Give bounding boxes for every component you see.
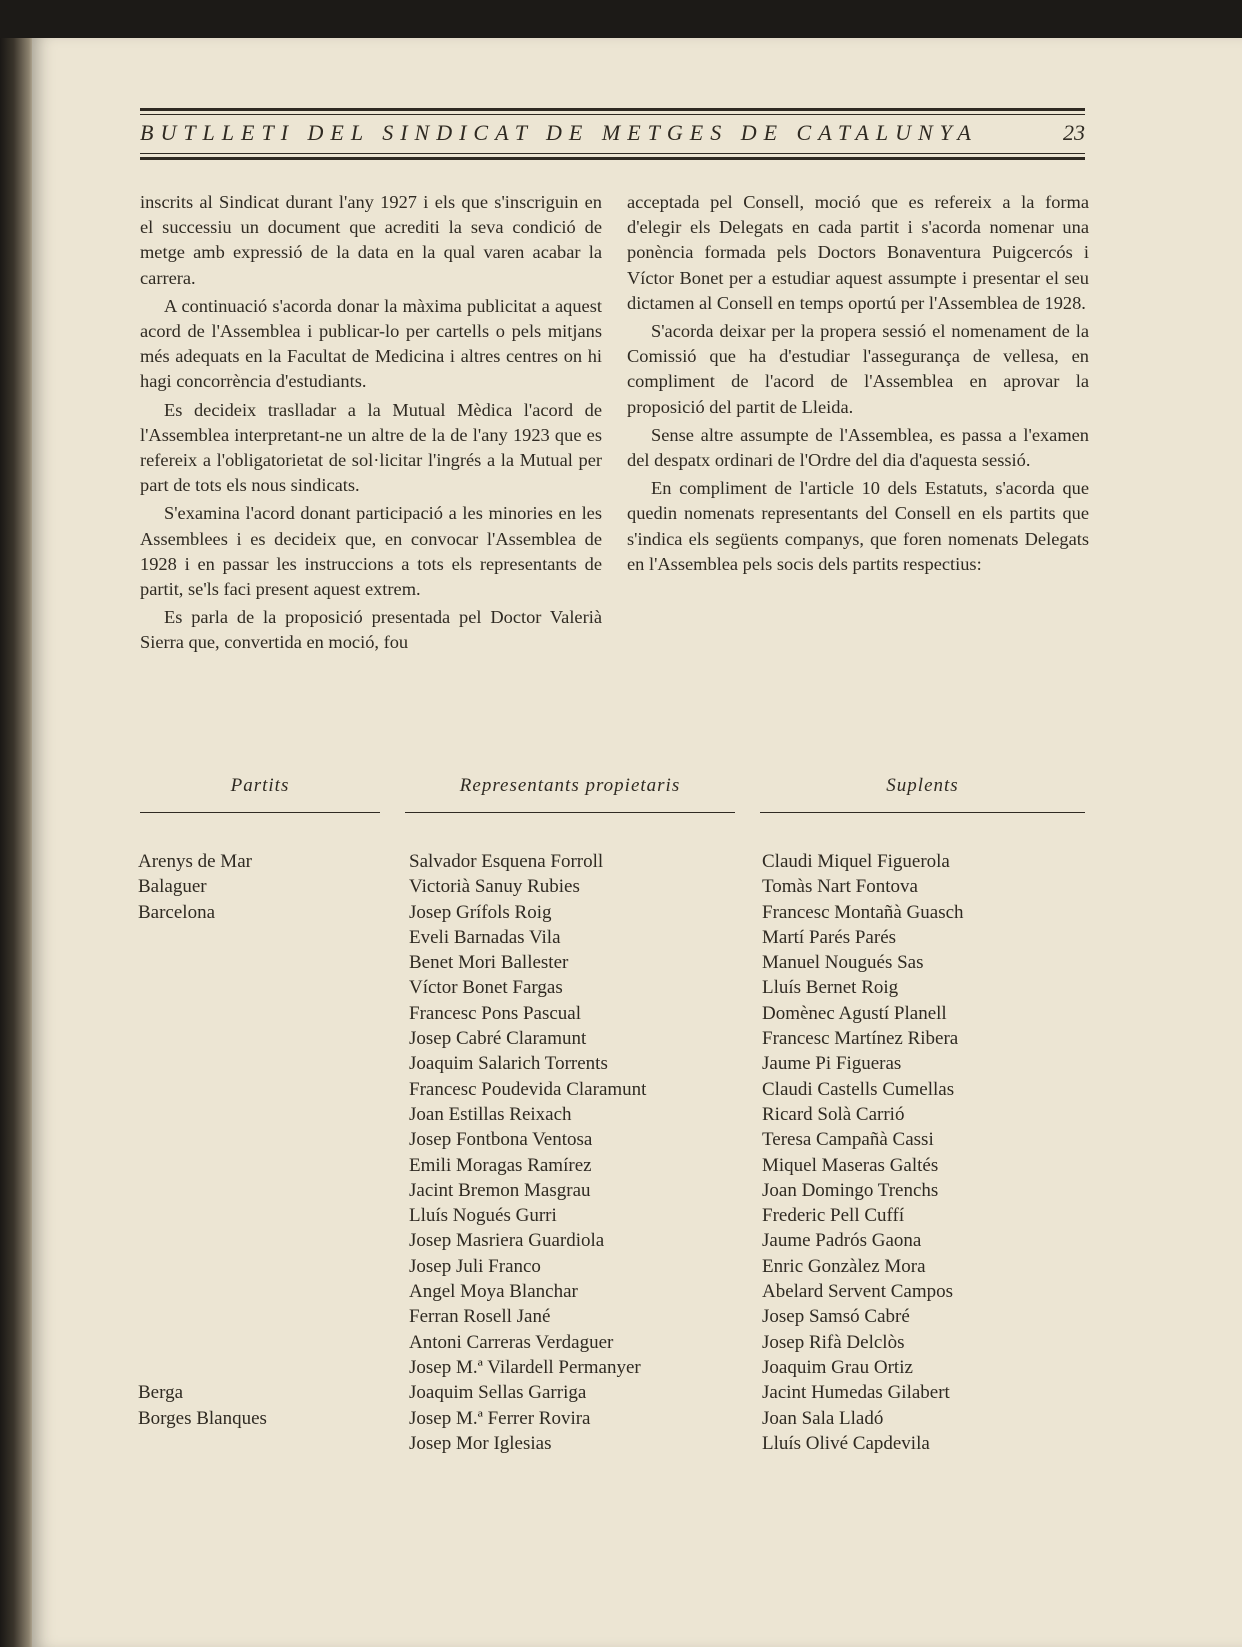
list-item: Emili Moragas Ramírez xyxy=(409,1154,592,1176)
list-item: Josep Fontbona Ventosa xyxy=(409,1129,593,1151)
list-item: Barcelona xyxy=(138,901,216,923)
list-item: Lluís Nogués Gurri xyxy=(409,1205,557,1227)
list-item: Francesc Poudevida Claramunt xyxy=(409,1078,647,1100)
list-item: Joaquim Sellas Garriga xyxy=(409,1382,587,1404)
list-item xyxy=(138,950,388,975)
list-item xyxy=(138,1330,388,1355)
header-rule-top-thin xyxy=(140,114,1085,115)
partits-list xyxy=(138,849,388,1431)
right-text-column xyxy=(627,190,1089,577)
list-item: Josep Cabré Claramunt xyxy=(409,1028,587,1050)
list-item: Balaguer xyxy=(138,876,207,898)
list-item: Jacint Humedas Gilabert xyxy=(762,1382,950,1404)
list-item: Benet Mori Ballester xyxy=(409,952,569,974)
paragraph: acceptada pel Consell, moció que es refereix a la forma d'elegir els Delegats en cada partit i s'acorda nomenar una ponència formada pels Doctors Bonaventura Puigcercós i Víctor Bonet per a estudiar aquest assumpte i presentar el seu dictamen al Consell en temps oportú per l'Assemblea de 1928. xyxy=(627,192,1089,313)
list-item: Teresa Campañà Cassi xyxy=(762,1129,934,1151)
list-item xyxy=(138,1279,388,1304)
page-number: 23 xyxy=(1063,120,1085,145)
paragraph: En compliment de l'article 10 dels Estatuts, s'acorda que quedin nomenats representants del Consell en els partits que s'indica els següents companys, que foren nomenats Delegats en l'Assemblea pels socis dels partits respectius: xyxy=(627,478,1089,574)
list-item: Miquel Maseras Galtés xyxy=(762,1154,939,1176)
list-item: Martí Parés Parés xyxy=(762,926,897,948)
list-item: Josep Masriera Guardiola xyxy=(409,1230,605,1252)
list-item: Abelard Servent Campos xyxy=(762,1281,954,1303)
column-header-rule xyxy=(760,812,1085,813)
list-item xyxy=(138,1254,388,1279)
list-item: Arenys de Mar xyxy=(138,851,252,872)
list-item: Josep Juli Franco xyxy=(409,1255,541,1277)
journal-title: BUTLLETI DEL SINDICAT DE METGES DE CATALUNYA xyxy=(140,120,978,145)
list-item: Jacint Bremon Masgrau xyxy=(409,1179,591,1201)
list-item: Claudi Miquel Figuerola xyxy=(762,851,950,872)
column-header-rule xyxy=(405,812,735,813)
paragraph: Es parla de la proposició presentada pel Doctor Valerià Sierra que, convertida en moció, fou xyxy=(140,607,602,653)
list-item: Jaume Padrós Gaona xyxy=(762,1230,922,1252)
list-item xyxy=(138,1228,388,1253)
list-item: Lluís Bernet Roig xyxy=(762,977,899,999)
list-item xyxy=(138,925,388,950)
list-item xyxy=(138,1026,388,1051)
header-rule-bottom-thick xyxy=(140,157,1085,160)
header-rule-top-thick xyxy=(140,108,1085,111)
list-item: Tomàs Nart Fontova xyxy=(762,876,918,898)
column-header-representants: Representants propietaris xyxy=(459,775,681,796)
list-item: Josep M.ª Vilardell Permanyer xyxy=(409,1356,641,1378)
list-item: Josep Samsó Cabré xyxy=(762,1306,910,1328)
suplents-list xyxy=(762,849,1092,1456)
paragraph: A continuació s'acorda donar la màxima publicitat a aquest acord de l'Assemblea i publicar-lo per cartells o pels mitjans més adequats en la Facultat de Medicina i altres centres on hi hagi concorrència d'estudiants. xyxy=(140,295,602,392)
list-item: Joan Sala Lladó xyxy=(762,1407,884,1429)
column-header-suplents: Suplents xyxy=(886,775,959,796)
list-item: Víctor Bonet Fargas xyxy=(409,977,563,999)
list-item: Joan Estillas Reixach xyxy=(409,1103,572,1125)
list-item xyxy=(138,1127,388,1152)
list-item: Jaume Pi Figueras xyxy=(762,1053,902,1075)
list-item xyxy=(138,1051,388,1076)
list-item: Lluís Olivé Capdevila xyxy=(762,1432,930,1454)
column-header-partits: Partits xyxy=(230,775,290,796)
paragraph: S'acorda deixar per la propera sessió el nomenament de la Comissió que ha d'estudiar l'assegurança de vellesa, en compliment de l'acord de l'Assemblea en aprovar la proposició del partit de Lleida. xyxy=(627,321,1089,417)
list-item: Salvador Esquena Forroll xyxy=(409,851,604,872)
list-item: Angel Moya Blanchar xyxy=(409,1281,578,1303)
paragraph: S'examina l'acord donant participació a les minories en les Assemblees i es decideix que, en convocar l'Assemblea de 1928 i en passar les instruccions a tots els representants de partit, se'ls faci present aquest extrem. xyxy=(140,503,602,600)
header-rule-bottom-thin xyxy=(140,153,1085,154)
paragraph: Es decideix traslladar a la Mutual Mèdica l'acord de l'Assemblea interpretant-ne un altre de la de l'any 1923 que es refereix a l'obligatorietat de sol·licitar l'ingrés a la Mutual per part de tots els nous sindicats. xyxy=(140,399,602,496)
list-item: Francesc Pons Pascual xyxy=(409,1002,582,1024)
list-item xyxy=(138,975,388,1000)
list-item: Victorià Sanuy Rubies xyxy=(409,876,580,898)
header-title-line xyxy=(140,120,1085,150)
list-item: Domènec Agustí Planell xyxy=(762,1002,947,1024)
list-item xyxy=(138,1077,388,1102)
list-item: Berga xyxy=(138,1382,184,1404)
list-item: Francesc Montañà Guasch xyxy=(762,901,964,923)
list-item xyxy=(138,1304,388,1329)
list-item: Borges Blanques xyxy=(138,1407,267,1429)
list-item: Claudi Castells Cumellas xyxy=(762,1078,955,1100)
list-item: Frederic Pell Cuffí xyxy=(762,1205,905,1227)
list-item: Ricard Solà Carrió xyxy=(762,1103,905,1125)
left-text-column xyxy=(140,190,602,656)
list-item: Joaquim Salarich Torrents xyxy=(409,1053,608,1075)
book-binding-edge xyxy=(0,38,34,1647)
list-item: Josep Rifà Delclòs xyxy=(762,1331,905,1353)
list-item: Joan Domingo Trenchs xyxy=(762,1179,939,1201)
paragraph: Sense altre assumpte de l'Assemblea, es passa a l'examen del despatx ordinari de l'Ordre del dia d'aquesta sessió. xyxy=(627,424,1089,471)
list-item xyxy=(138,1102,388,1127)
list-item: Josep Mor Iglesias xyxy=(409,1432,552,1454)
list-item: Manuel Nougués Sas xyxy=(762,952,924,974)
list-item xyxy=(138,1001,388,1026)
list-item: Joaquim Grau Ortiz xyxy=(762,1356,913,1378)
list-item: Josep M.ª Ferrer Rovira xyxy=(409,1407,591,1429)
list-item: Francesc Martínez Ribera xyxy=(762,1028,959,1050)
list-item xyxy=(138,1355,388,1380)
list-item xyxy=(138,1178,388,1203)
list-item: Antoni Carreras Verdaguer xyxy=(409,1331,614,1353)
list-item: Josep Grífols Roig xyxy=(409,901,552,923)
list-item: Ferran Rosell Jané xyxy=(409,1306,551,1328)
representants-list xyxy=(409,849,749,1456)
paragraph: inscrits al Sindicat durant l'any 1927 i els que s'inscriguin en el successiu un document que acrediti la seva condició de metge amb expressió de la data en la qual varen acabar la carrera. xyxy=(140,192,602,288)
list-item: Enric Gonzàlez Mora xyxy=(762,1255,926,1277)
list-item xyxy=(138,1203,388,1228)
column-header-rule xyxy=(140,812,380,813)
list-item xyxy=(138,1153,388,1178)
list-item: Eveli Barnadas Vila xyxy=(409,926,561,948)
